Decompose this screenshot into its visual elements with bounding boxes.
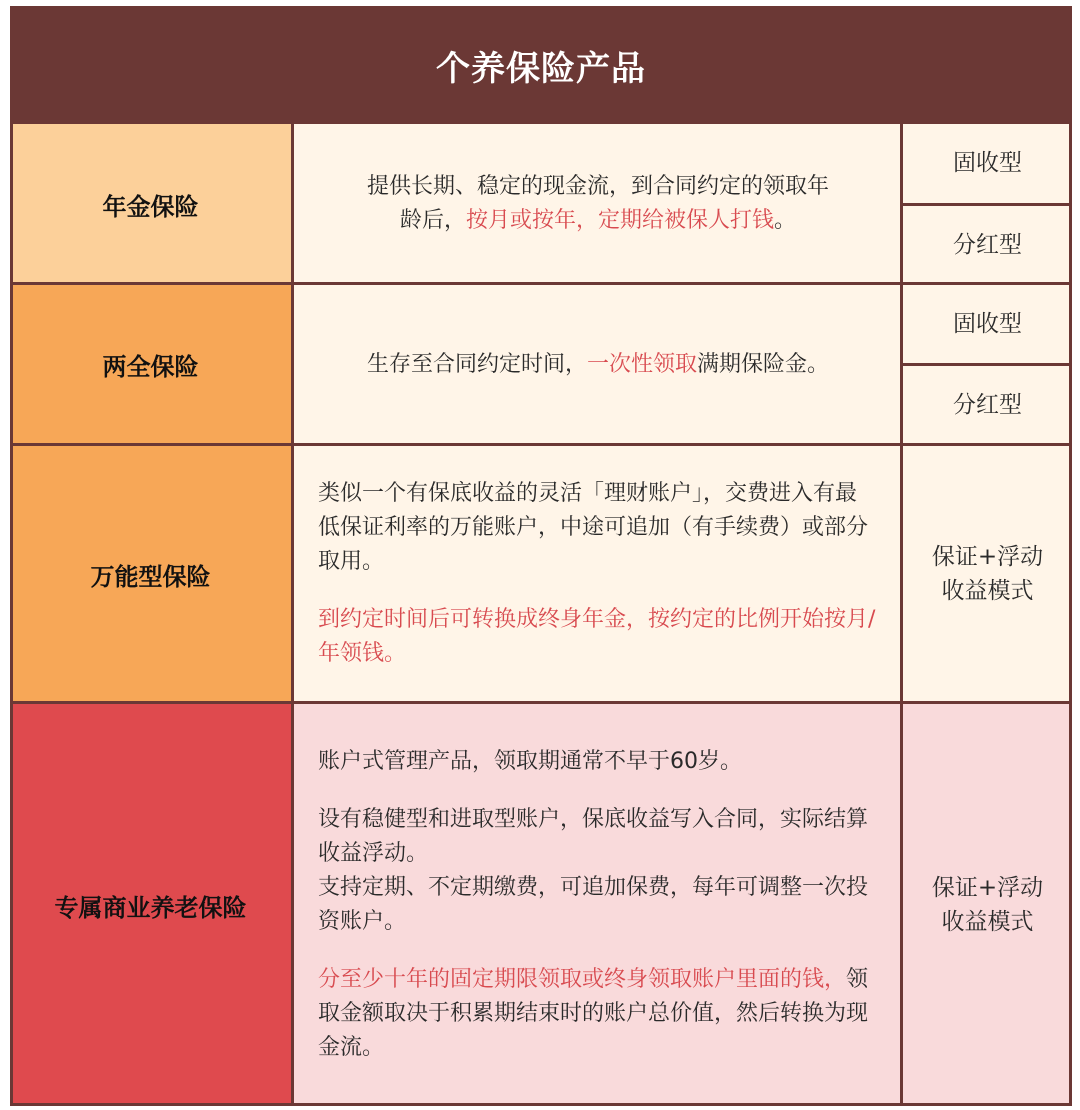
- product-description: [294, 446, 903, 702]
- desc-highlight: 按月或按年，定期给被保人打钱: [465, 208, 774, 233]
- product-name: 专属商业养老保险: [10, 704, 294, 1106]
- desc-paragraph: 类似一个有保底收益的灵活「理财账户」，交费进入有最低保证利率的万能账户，中途可追加（有手续费）或部分取用。: [318, 481, 869, 574]
- desc-text: 领取金额取决于积累期结束时的账户总价值，然后转换为现金流。: [318, 967, 869, 1060]
- product-type: 固收型: [953, 311, 1022, 337]
- table-row-pension: [10, 704, 1072, 1106]
- product-description: [294, 704, 903, 1106]
- product-type: 分红型: [903, 203, 1072, 285]
- product-type: 保证+浮动收益模式: [931, 875, 1044, 935]
- desc-paragraph: 支持定期、不定期缴费，可追加保费，每年可调整一次投资账户。: [318, 875, 869, 934]
- desc-highlight: 到约定时间后可转换成终身年金，按约定的比例开始按月/年领钱。: [318, 607, 876, 666]
- table-title: 个养保险产品: [10, 6, 1072, 124]
- product-name: 两全保险: [10, 285, 294, 444]
- product-name: 年金保险: [10, 124, 294, 284]
- product-type: 固收型: [953, 150, 1022, 177]
- desc-text: 。: [774, 208, 797, 233]
- product-description: [294, 285, 903, 444]
- table-row-annuity: [10, 124, 1072, 284]
- desc-paragraph: 账户式管理产品，领取期通常不早于60岁。: [318, 749, 742, 774]
- product-description: [294, 124, 903, 284]
- desc-highlight: 分至少十年的固定期限领取或终身领取账户里面的钱，: [318, 967, 847, 992]
- product-types: [903, 704, 1072, 1106]
- product-types: [903, 285, 1072, 444]
- table-row-universal: [10, 446, 1072, 702]
- product-name: 万能型保险: [10, 446, 294, 702]
- product-types: [903, 124, 1072, 284]
- product-type: 分红型: [903, 363, 1072, 444]
- table-row-endowment: [10, 285, 1072, 444]
- product-type: 保证+浮动收益模式: [931, 544, 1044, 604]
- desc-text: 提供长期、稳定的现金流，到合同约定的领取年: [366, 174, 829, 199]
- desc-text: 满期保险金。: [697, 351, 830, 377]
- insurance-table: [10, 6, 1072, 1106]
- desc-text: 生存至合同约定时间，: [366, 351, 587, 377]
- desc-highlight: 一次性领取: [586, 351, 697, 377]
- product-types: [903, 446, 1072, 702]
- desc-text: 龄后，: [399, 208, 466, 233]
- desc-paragraph: 设有稳健型和进取型账户，保底收益写入合同，实际结算收益浮动。: [318, 807, 869, 866]
